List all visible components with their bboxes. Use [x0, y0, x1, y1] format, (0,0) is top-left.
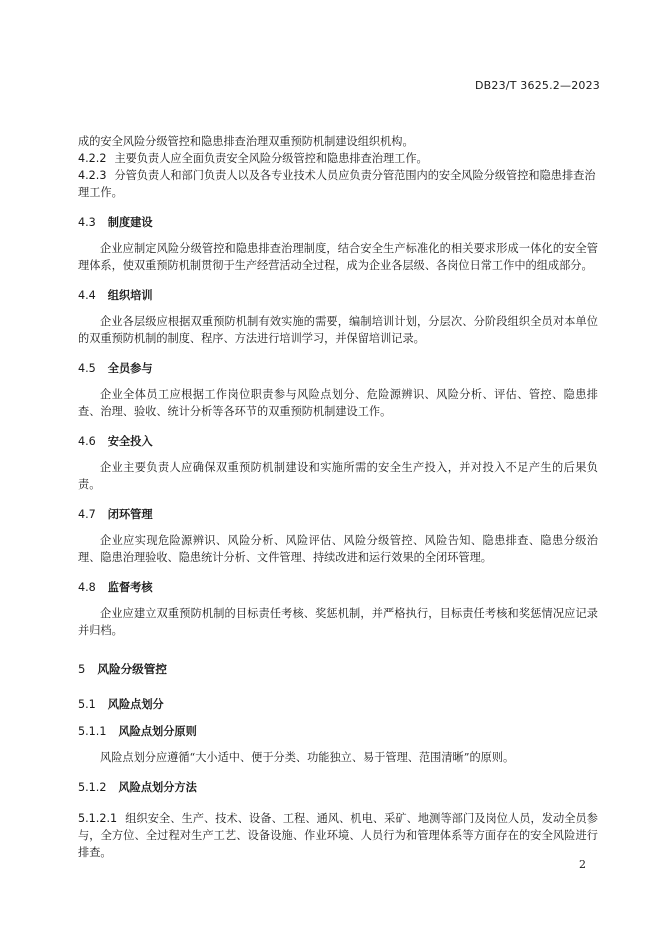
heading-title: 全员参与 [107, 362, 153, 375]
heading-number: 5.1.1 [78, 725, 107, 738]
heading-4-7 [78, 506, 598, 523]
page-content [78, 133, 598, 861]
heading-5-1-1 [78, 723, 598, 740]
clause-number: 5.1.2.1 [78, 812, 118, 825]
clause-number: 4.2.3 [78, 169, 107, 182]
page-number: 2 [579, 858, 586, 871]
heading-title: 制度建设 [107, 216, 153, 229]
paragraph-4-5: 企业全体员工应根据工作岗位职责参与风险点划分、危险源辨识、风险分析、评估、管控、隐患排查、治理、验收、统计分析等各环节的双重预防机制建设工作。 [78, 388, 598, 418]
heading-title: 风险点划分方法 [118, 781, 197, 794]
heading-number: 4.5 [78, 362, 96, 375]
heading-number: 5.1.2 [78, 781, 107, 794]
heading-4-8 [78, 579, 598, 596]
heading-title: 闭环管理 [107, 508, 153, 521]
paragraph-4-7: 企业应实现危险源辨识、风险分析、风险评估、风险分级管控、风险告知、隐患排查、隐患分级治理、隐患治理验收、隐患统计分析、文件管理、持续改进和运行效果的全闭环管理。 [78, 534, 598, 564]
heading-number: 4.7 [78, 508, 96, 521]
paragraph-4-4: 企业各层级应根据双重预防机制有效实施的需要，编制培训计划，分层次、分阶段组织全员对本单位的双重预防机制的制度、程序、方法进行培训学习，并保留培训记录。 [78, 315, 598, 345]
heading-number: 4.6 [78, 435, 96, 448]
clause-5-1-2-1 [78, 810, 598, 861]
heading-title: 风险分级管控 [97, 662, 167, 676]
heading-title: 安全投入 [107, 435, 153, 448]
clause-text: 组织安全、生产、技术、设备、工程、通风、机电、采矿、地测等部门及岗位人员，发动全员参与，全方位、全过程对生产工艺、设备设施、作业环境、人员行为和管理体系等方面存在的安全风险进行排查。 [78, 812, 598, 859]
heading-title: 监督考核 [107, 581, 153, 594]
paragraph-5-1-1: 风险点划分应遵循“大小适中、便于分类、功能独立、易于管理、范围清晰”的原则。 [100, 751, 515, 764]
heading-title: 风险点划分原则 [118, 725, 197, 738]
paragraph-continuation: 成的安全风险分级管控和隐患排查治理双重预防机制建设组织机构。 [78, 135, 414, 148]
paragraph-4-6: 企业主要负责人应确保双重预防机制建设和实施所需的安全生产投入，并对投入不足产生的后果负责。 [78, 461, 598, 491]
document-code: DB23/T 3625.2—2023 [474, 79, 600, 92]
heading-title: 风险点划分 [107, 698, 164, 711]
heading-4-5 [78, 360, 598, 377]
heading-number: 5 [78, 662, 86, 676]
clause-number: 4.2.2 [78, 152, 107, 165]
clause-text: 主要负责人应全面负责安全风险分级管控和隐患排查治理工作。 [114, 152, 428, 165]
heading-5 [78, 661, 598, 678]
heading-number: 4.4 [78, 289, 96, 302]
heading-number: 5.1 [78, 698, 96, 711]
paragraph-4-3: 企业应制定风险分级管控和隐患排查治理制度，结合安全生产标准化的相关要求形成一体化的安全管理体系，使双重预防机制贯彻于生产经营活动全过程，成为企业各层级、各岗位日常工作中的组成部分。 [78, 242, 598, 272]
heading-5-1-2 [78, 779, 598, 796]
clause-4-2-3 [78, 167, 598, 201]
paragraph-4-8: 企业应建立双重预防机制的目标责任考核、奖惩机制，并严格执行，目标责任考核和奖惩情况应记录并归档。 [78, 607, 598, 637]
clause-4-2-2 [78, 150, 598, 167]
heading-4-6 [78, 433, 598, 450]
heading-5-1 [78, 696, 598, 713]
heading-number: 4.8 [78, 581, 96, 594]
clause-text: 分管负责人和部门负责人以及各专业技术人员应负责分管范围内的安全风险分级管控和隐患排查治理工作。 [78, 169, 596, 199]
heading-4-3 [78, 214, 598, 231]
heading-4-4 [78, 287, 598, 304]
heading-number: 4.3 [78, 216, 96, 229]
heading-title: 组织培训 [107, 289, 153, 302]
